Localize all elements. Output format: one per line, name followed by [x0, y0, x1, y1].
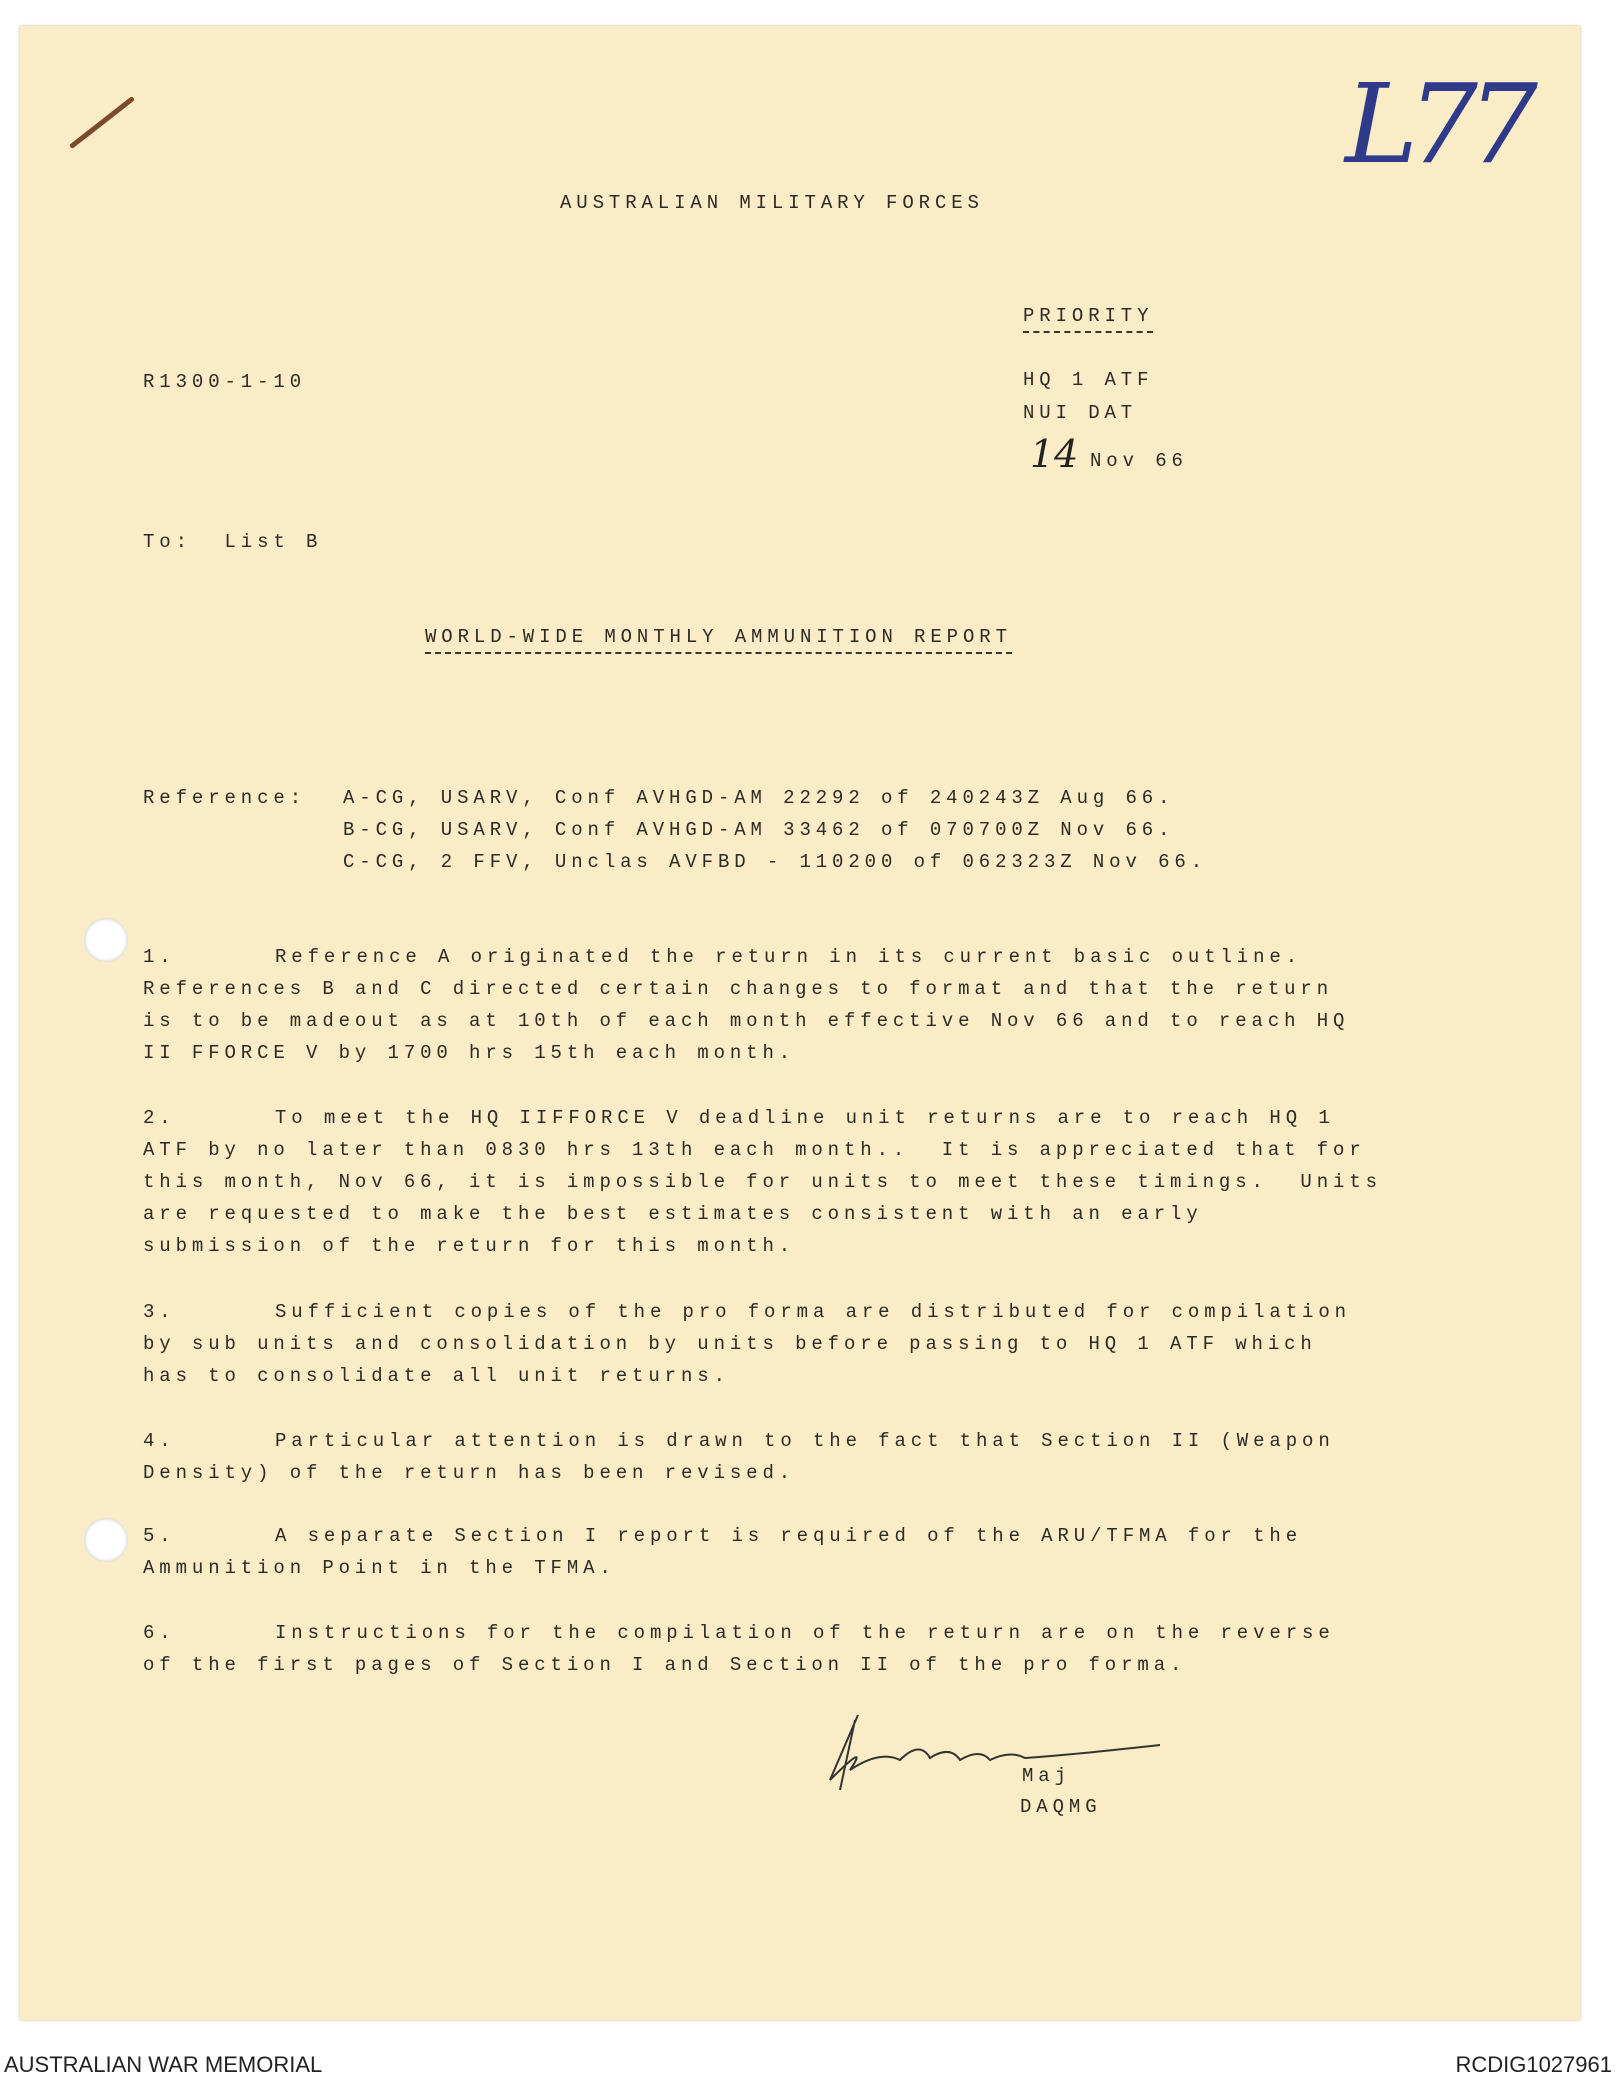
signatory-rank: Maj [1022, 1765, 1071, 1787]
paragraph-line: Reference A originated the return in its current basic outline. [275, 946, 1303, 968]
paragraph-line: Particular attention is drawn to the fact that Section II (Weapon [275, 1430, 1335, 1452]
paragraph-number: 1. [143, 946, 176, 968]
file-reference: R1300-1-10 [143, 371, 307, 393]
document-title: WORLD-WIDE MONTHLY AMMUNITION REPORT [425, 625, 1012, 654]
reference-item: C-CG, 2 FFV, Unclas AVFBD - 110200 of 062323Z Nov 66. [343, 851, 1207, 873]
paragraph-number: 2. [143, 1107, 176, 1129]
paragraph-line: References B and C directed certain changes to format and that the return [143, 978, 1334, 1000]
archive-id: RCDIG1027961 [1455, 2052, 1612, 2077]
reference-item: B-CG, USARV, Conf AVHGD-AM 33462 of 070700Z Nov 66. [343, 819, 1175, 841]
paragraph-line: Density) of the return has been revised. [143, 1462, 796, 1484]
paragraph-line: by sub units and consolidation by units before passing to HQ 1 ATF which [143, 1333, 1317, 1355]
paragraph-number: 6. [143, 1622, 176, 1644]
paragraph-line: is to be madeout as at 10th of each month effective Nov 66 and to reach HQ [143, 1010, 1350, 1032]
paragraph-line: To meet the HQ IIFFORCE V deadline unit returns are to reach HQ 1 [275, 1107, 1335, 1129]
organisation-heading: AUSTRALIAN MILITARY FORCES [560, 192, 984, 214]
from-line: NUI DAT [1023, 402, 1138, 424]
priority-label: PRIORITY [1023, 304, 1153, 333]
paragraph-line: A separate Section I report is required of the ARU/TFMA for the [275, 1525, 1303, 1547]
paragraph-line: II FFORCE V by 1700 hrs 15th each month. [143, 1042, 796, 1064]
archive-credit: AUSTRALIAN WAR MEMORIAL [4, 2052, 323, 2077]
handwritten-date-day: 14 [1030, 432, 1079, 476]
punch-hole [84, 918, 128, 962]
paragraph-line: submission of the return for this month. [143, 1235, 796, 1257]
paragraph-line: Sufficient copies of the pro forma are distributed for compilation [275, 1301, 1351, 1323]
signature [810, 1700, 1170, 1800]
paragraph-line: of the first pages of Section I and Section II of the pro forma. [143, 1654, 1187, 1676]
addressee: To: List B [143, 531, 323, 553]
paragraph-line: are requested to make the best estimates consistent with an early [143, 1203, 1203, 1225]
paragraph-number: 4. [143, 1430, 176, 1452]
paragraph-number: 3. [143, 1301, 176, 1323]
punch-hole [84, 1518, 128, 1562]
reference-item: A-CG, USARV, Conf AVHGD-AM 22292 of 240243Z Aug 66. [343, 787, 1175, 809]
signatory-appointment: DAQMG [1020, 1796, 1102, 1818]
date: Nov 66 [1090, 450, 1188, 472]
paragraph-line: Ammunition Point in the TFMA. [143, 1557, 616, 1579]
handwritten-folio-number: L77 [1345, 60, 1529, 188]
paragraph-line: this month, Nov 66, it is impossible for units to meet these timings. Units [143, 1171, 1382, 1193]
paragraph-line: has to consolidate all unit returns. [143, 1365, 730, 1387]
reference-label: Reference: [143, 787, 307, 809]
paragraph-number: 5. [143, 1525, 176, 1547]
paragraph-line: Instructions for the compilation of the return are on the reverse [275, 1622, 1335, 1644]
from-line: HQ 1 ATF [1023, 369, 1154, 391]
paragraph-line: ATF by no later than 0830 hrs 13th each month.. It is appreciated that for [143, 1139, 1366, 1161]
